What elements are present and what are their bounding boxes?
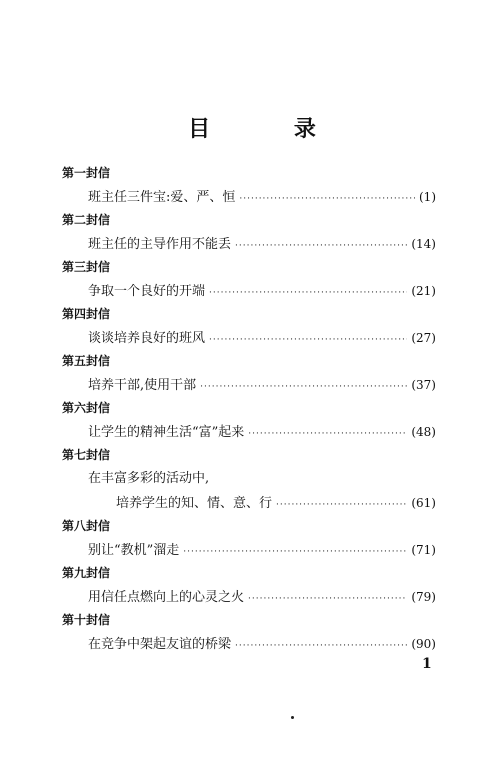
leader-dots [200, 378, 407, 396]
letter-heading: 第四封信 [62, 307, 111, 321]
toc-entry-10 [0, 613, 504, 660]
toc-entry-5 [0, 354, 504, 401]
toc-line [88, 588, 436, 608]
chapter-title: 培养干部,使用干部 [88, 378, 197, 393]
chapter-title: 争取一个良好的开端 [88, 284, 206, 299]
print-speck [291, 716, 294, 719]
chapter-title: 班主任三件宝:爱、严、恒 [88, 190, 236, 205]
toc-line [88, 188, 436, 208]
toc-line [88, 376, 436, 396]
page-ref: (61) [411, 496, 436, 510]
toc-line [88, 541, 436, 561]
page-ref: (27) [411, 331, 436, 345]
table-of-contents [0, 166, 504, 660]
letter-heading: 第一封信 [62, 166, 111, 180]
toc-entry-9 [0, 566, 504, 613]
chapter-title: 培养学生的知、情、意、行 [116, 496, 273, 511]
toc-line [88, 329, 436, 349]
letter-heading: 第八封信 [62, 519, 111, 533]
letter-heading: 第二封信 [62, 213, 111, 227]
leader-dots [276, 496, 407, 514]
leader-dots [183, 543, 407, 561]
chapter-title-part1: 在丰富多彩的活动中, [88, 471, 210, 486]
toc-entry-2 [0, 213, 504, 260]
letter-heading: 第七封信 [62, 448, 111, 462]
page-ref: (21) [411, 284, 436, 298]
toc-entry-1 [0, 166, 504, 213]
toc-line [116, 494, 436, 514]
chapter-title: 让学生的精神生活“富”起来 [88, 425, 245, 440]
toc-line [88, 282, 436, 302]
page-number: 1 [422, 656, 432, 672]
toc-line-first [88, 470, 209, 488]
toc-entry-7 [0, 448, 504, 519]
letter-heading: 第三封信 [62, 260, 111, 274]
chapter-title: 别让“教机”溜走 [88, 543, 180, 558]
page-ref: (14) [411, 237, 436, 251]
toc-line [88, 423, 436, 443]
toc-entry-4 [0, 307, 504, 354]
page-ref: (1) [419, 190, 436, 204]
toc-entry-6 [0, 401, 504, 448]
letter-heading: 第九封信 [62, 566, 111, 580]
page-ref: (79) [411, 590, 436, 604]
leader-dots [235, 637, 407, 655]
page-ref: (37) [411, 378, 436, 392]
toc-line [88, 235, 436, 255]
chapter-title: 谈谈培养良好的班风 [88, 331, 206, 346]
page-ref: (71) [411, 543, 436, 557]
chapter-title: 在竞争中架起友谊的桥梁 [88, 637, 232, 652]
leader-dots [248, 425, 407, 443]
leader-dots [248, 590, 407, 608]
toc-line [88, 635, 436, 655]
chapter-title: 用信任点燃向上的心灵之火 [88, 590, 245, 605]
leader-dots [235, 237, 407, 255]
chapter-title: 班主任的主导作用不能丢 [88, 237, 232, 252]
leader-dots [239, 190, 415, 208]
leader-dots [209, 284, 407, 302]
leader-dots [209, 331, 407, 349]
letter-heading: 第十封信 [62, 613, 111, 627]
page-ref: (90) [411, 637, 436, 651]
toc-entry-3 [0, 260, 504, 307]
page-ref: (48) [411, 425, 436, 439]
letter-heading: 第六封信 [62, 401, 111, 415]
toc-entry-8 [0, 519, 504, 566]
page-title: 目 录 [188, 116, 354, 142]
letter-heading: 第五封信 [62, 354, 111, 368]
